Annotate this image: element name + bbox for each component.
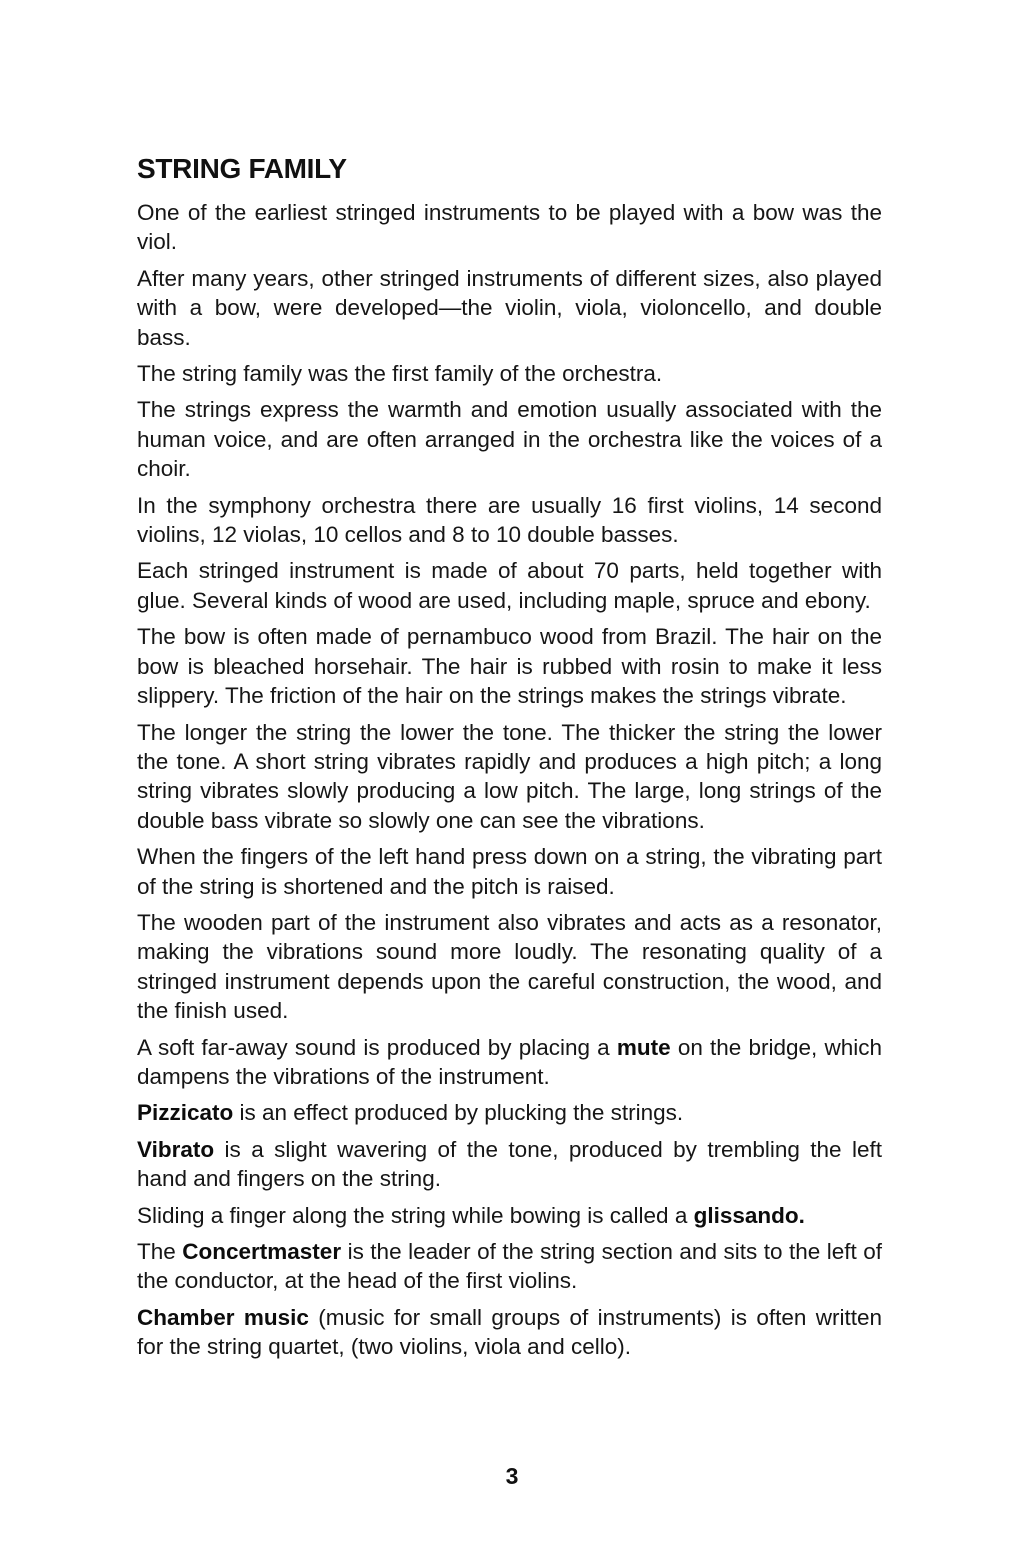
paragraph-text: The longer the string the lower the tone. The thicker the string the lower the tone. A short string vibrates rapidly and produces a high pitch; a long string vibrates slowly producing a low pitch. The large, long strings of the double bass vibrate so slowly one can see the vibrations. (137, 719, 882, 833)
paragraph (137, 1237, 882, 1296)
paragraph-text: The strings express the warmth and emotion usually associated with the human voice, and are often arranged in the orchestra like the voices of a choir. (137, 397, 882, 482)
section-heading: STRING FAMILY (137, 153, 347, 184)
paragraph (137, 198, 882, 257)
paragraph-text: In the symphony orchestra there are usually 16 first violins, 14 second violins, 12 violas, 10 cellos and 8 to 10 double basses. (137, 492, 882, 548)
paragraph (137, 718, 882, 836)
paragraph-text: on the bridge, which dampens the vibrations of the instrument. (137, 1034, 882, 1089)
paragraph (137, 359, 882, 388)
paragraph (137, 1033, 882, 1092)
paragraph (137, 1303, 882, 1362)
paragraph-text: The wooden part of the instrument also vibrates and acts as a resonator, making the vibrations sound more loudly. The resonating quality of a stringed instrument depends upon the careful construction, the wood, and the finish used. (137, 909, 882, 1024)
paragraph (137, 1135, 882, 1194)
paragraph (137, 264, 882, 352)
paragraph-text: After many years, other stringed instruments of different sizes, also played with a bow, were developed—the violin, viola, violoncello, and double bass. (137, 265, 882, 350)
paragraph (137, 622, 882, 710)
paragraph-text: A soft far-away sound is produced by placing a (137, 1034, 617, 1060)
paragraph (137, 1098, 882, 1127)
page-number: 3 (505, 1463, 519, 1489)
paragraph-text: Each stringed instrument is made of about 70 parts, held together with glue. Several kinds of wood are used, including maple, spruce and ebony. (137, 558, 882, 613)
bold-term: Pizzicato (137, 1100, 234, 1126)
paragraph (137, 491, 882, 550)
paragraph (137, 395, 882, 483)
paragraph (137, 842, 882, 901)
bold-term: glissando. (693, 1202, 805, 1228)
paragraph-text: The bow is often made of pernambuco wood from Brazil. The hair on the bow is bleached horsehair. The hair is rubbed with rosin to make it less slippery. The friction of the hair on the strings makes the strings vibrate. (137, 624, 882, 709)
paragraph-text: The (137, 1239, 183, 1264)
paragraph (137, 556, 882, 615)
bold-term: Vibrato (137, 1136, 215, 1162)
paragraph-text: is a slight wavering of the tone, produced by trembling the left hand and fingers on the string. (137, 1136, 882, 1192)
bold-term: Concertmaster (182, 1239, 342, 1264)
paragraph (137, 1201, 882, 1230)
page-content (137, 150, 882, 1369)
paragraph-text: Sliding a finger along the string while bowing is called a (137, 1202, 694, 1228)
paragraph-text: One of the earliest stringed instruments to be played with a bow was the viol. (137, 200, 882, 255)
paragraph-text: The string family was the first family of the orchestra. (137, 361, 663, 387)
paragraph-text: is the leader of the string section and sits to the left of the conductor, at the head of the first violins. (137, 1239, 882, 1294)
bold-term: mute (616, 1034, 671, 1060)
bold-term: Chamber music (137, 1304, 309, 1330)
paragraph (137, 908, 882, 1026)
paragraph-text: When the fingers of the left hand press down on a string, the vibrating part of the string is shortened and the pitch is raised. (137, 844, 882, 899)
body-text (137, 198, 882, 1362)
paragraph-text: (music for small groups of instruments) is often written for the string quartet, (two violins, viola and cello). (137, 1304, 882, 1360)
paragraph-text: is an effect produced by plucking the strings. (233, 1100, 684, 1126)
